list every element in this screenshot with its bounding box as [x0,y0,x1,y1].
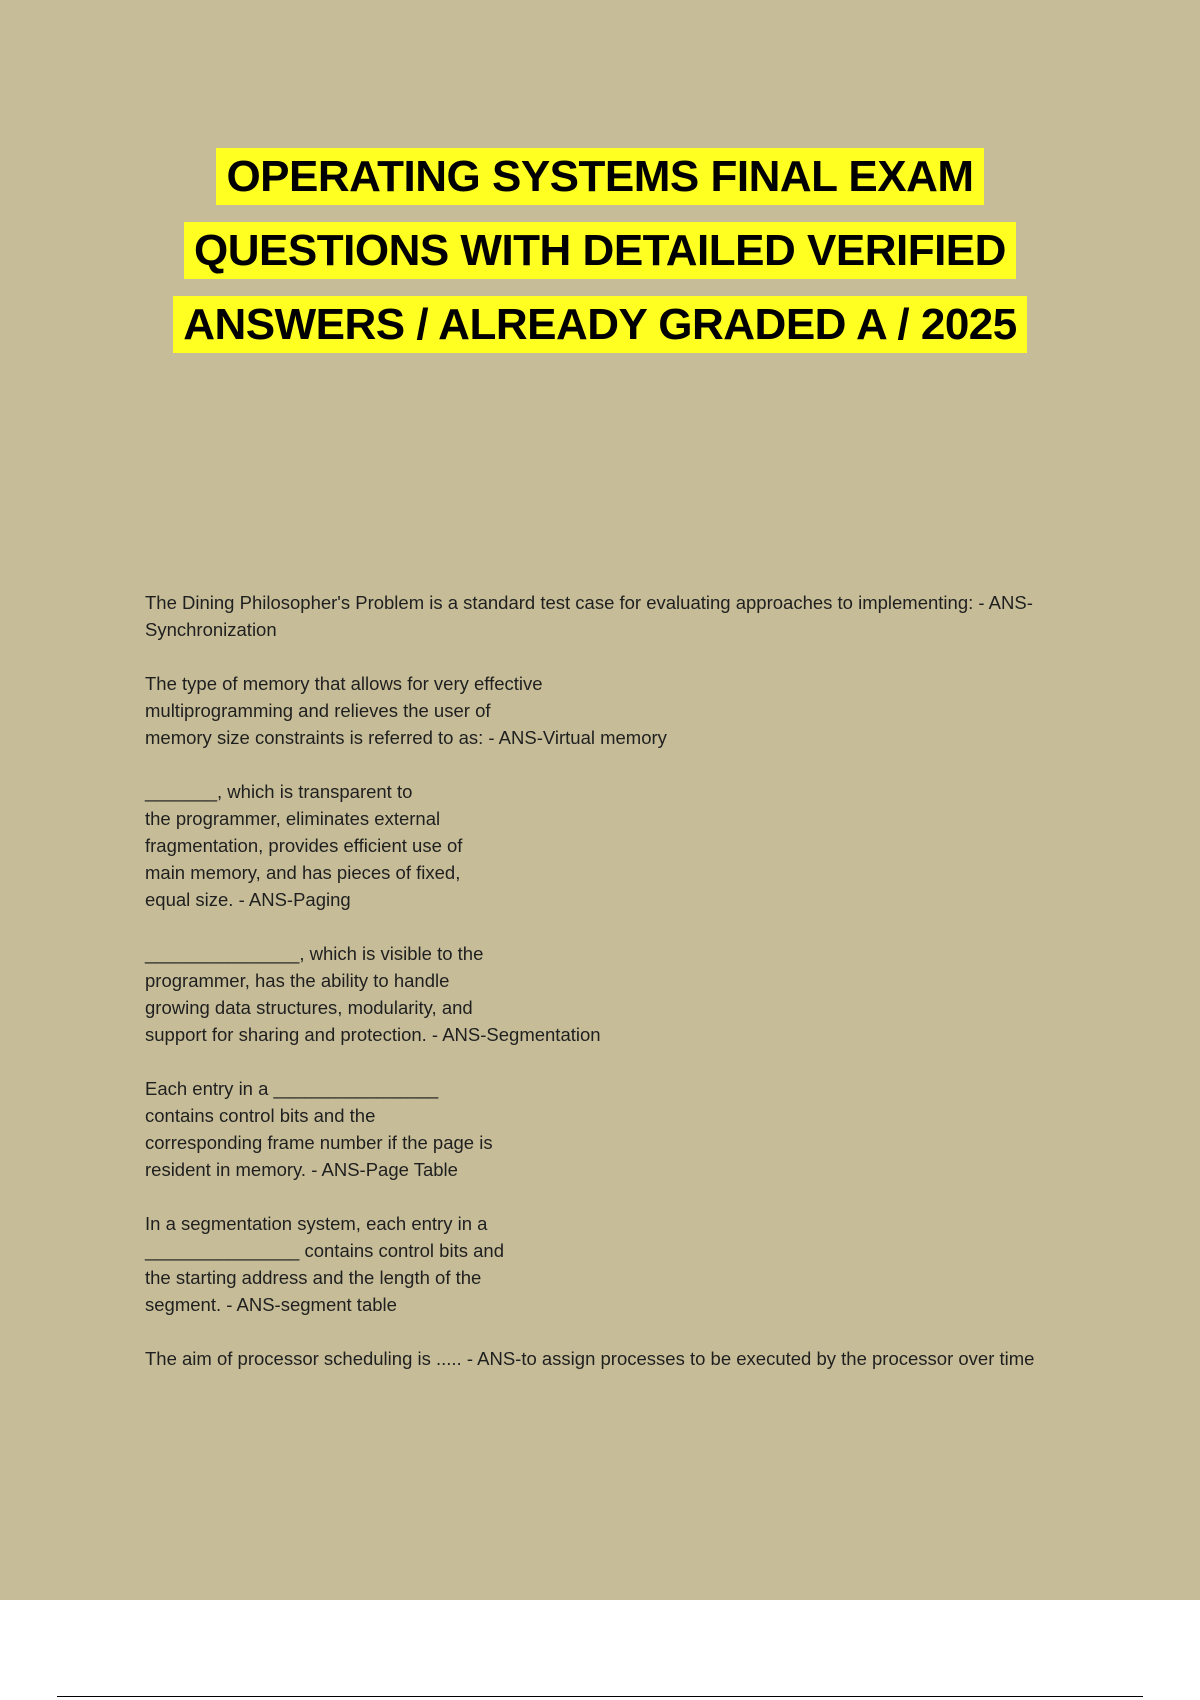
qa-item-virtual-memory: The type of memory that allows for very effective multiprogramming and relieves the user of memory size constraints is referred to as: - ANS-Virtual memory [145,673,667,748]
document-title [0,140,1200,362]
title-line-3 [0,288,1200,362]
title-line-2-text: QUESTIONS WITH DETAILED VERIFIED [184,222,1016,279]
title-line-1 [0,140,1200,214]
qa-item-processor-scheduling: The aim of processor scheduling is ..... - ANS-to assign processes to be executed by the processor over time [145,1348,1035,1369]
title-line-3-text: ANSWERS / ALREADY GRADED A / 2025 [173,296,1027,353]
qa-item-paging: _______, which is transparent to the programmer, eliminates external fragmentation, provides efficient use of main memory, and has pieces of fixed, equal size. - ANS-Paging [145,781,463,910]
qa-item-segment-table: In a segmentation system, each entry in a _______________ contains control bits and the starting address and the length of the segment. - ANS-segment table [145,1213,504,1315]
qa-item-segmentation: _______________, which is visible to the programmer, has the ability to handle growing data structures, modularity, and support for sharing and protection. - ANS-Segmentation [145,943,601,1045]
title-line-1-text: OPERATING SYSTEMS FINAL EXAM [216,148,983,205]
question-answer-list [145,589,1070,1399]
qa-item-page-table: Each entry in a ________________ contains control bits and the corresponding frame number if the page is resident in memory. - ANS-Page Table [145,1078,493,1180]
footer-rule [57,1696,1143,1697]
qa-item-synchronization: The Dining Philosopher's Problem is a standard test case for evaluating approaches to implementing: - ANS-Synchronization [145,592,1033,640]
title-line-2 [0,214,1200,288]
